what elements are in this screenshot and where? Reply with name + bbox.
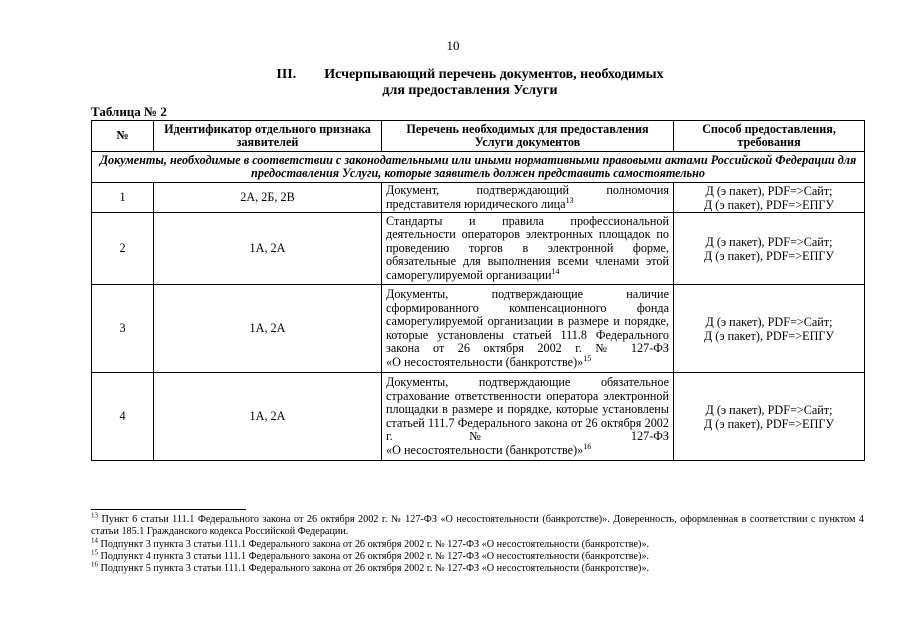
section-row [92,152,865,183]
row-method [674,183,865,213]
documents-table [91,120,865,461]
footnote-ref: 13 [565,195,574,205]
row-identifiers: 1А, 2А [154,213,382,285]
method-line-site: Д (э пакет), PDF=>Сайт; [705,402,833,417]
method-line-epgu: Д (э пакет), PDF=>ЕПГУ [703,328,835,343]
footnote-ref: 15 [583,353,592,363]
footnote [91,536,864,551]
header-identifier: Идентификатор отдельного признака заявителей [154,121,382,152]
table-caption: Таблица № 2 [91,104,167,119]
footnote-text: Подпункт 5 пункта 3 статьи 111.1 Федерального закона от 26 октября 2002 г. № 127-ФЗ «О несостоятельности (банкротстве)». [98,563,650,575]
page-number: 10 [446,38,460,53]
row-document-last-text: представителя юридического лица [386,196,566,211]
row-method [674,373,865,461]
row-method [674,213,865,285]
footnote-number: 14 [91,536,98,545]
row-num: 3 [92,285,154,373]
footnote [91,511,864,539]
footnote-number: 16 [91,560,98,569]
row-document [382,213,674,285]
header-method: Способ предоставления, требования [674,121,865,152]
row-document-last-line [386,195,669,212]
footnote [91,548,864,563]
section-heading [190,67,750,99]
header-documents: Перечень необходимых для предоставления Услуги документов [382,121,674,152]
footnote-text: Подпункт 3 пункта 3 статьи 111.1 Федерального закона от 26 октября 2002 г. № 127-ФЗ «О несостоятельности (банкротстве)». [98,538,650,550]
row-document-last-line [386,353,669,370]
method-line-site: Д (э пакет), PDF=>Сайт; [705,234,833,249]
footnote-number: 15 [91,548,98,557]
row-method [674,285,865,373]
heading-line-2: для предоставления Услуги [382,83,558,98]
table-row [92,285,865,373]
heading-line-1: Исчерпывающий перечень документов, необходимых [324,67,664,82]
table-header-row [92,121,865,152]
footnote-text: Пункт 6 статьи 111.1 Федерального закона от 26 октября 2002 г. № 127-ФЗ «О несостоятельности (банкротстве)». Доверенность, оформленная в соответствии с пунктом 4 статьи 185.1 Гражданского кодекса Российской Федерации. [91,514,864,538]
row-document-last-line [386,266,669,283]
row-num: 2 [92,213,154,285]
row-document [382,285,674,373]
table-row [92,213,865,285]
row-document-text: Документы, подтверждающие обязательное страхование ответственности оператора электронной площадки в размере и порядке, которые установлены статьей 111.7 Федерального закона от 26 октября 2002 г. № 127-ФЗ [386,375,669,443]
method-line-site: Д (э пакет), PDF=>Сайт; [705,314,833,329]
section-title: Документы, необходимые в соответствии с законодательными или иными нормативными правовыми актами Российской Федерации для предоставления Услуги, которые заявитель должен представить самостоятельно [92,152,865,183]
table-row [92,183,865,213]
footnote [91,560,864,575]
row-identifiers: 1А, 2А [154,373,382,461]
method-line-epgu: Д (э пакет), PDF=>ЕПГУ [703,197,835,212]
row-document-text: Документ, подтверждающий полномочия [386,183,669,197]
row-document [382,373,674,461]
method-line-site: Д (э пакет), PDF=>Сайт; [705,183,833,198]
row-document-text: Стандарты и правила профессиональной деятельности операторов электронных площадок по проведению торгов в электронной форме, обязательные для выполнения всеми членами этой [386,213,669,269]
row-identifiers: 2А, 2Б, 2В [154,183,382,213]
footnote-text: Подпункт 4 пункта 3 статьи 111.1 Федерального закона от 26 октября 2002 г. № 127-ФЗ «О несостоятельности (банкротстве)». [98,550,650,562]
footnotes [91,511,864,575]
row-document-last-text: «О несостоятельности (банкротстве)» [386,354,584,369]
header-num: № [92,121,154,152]
footnote-ref: 14 [551,266,560,276]
row-identifiers: 1А, 2А [154,285,382,373]
row-document-text: Документы, подтверждающие наличие сформированного компенсационного фонда саморегулируемой организации в размере и порядке, которые установлены статьей 111.8 Федерального закона от 26 октября 2002 г. № 127-ФЗ [386,287,669,355]
footnote-number: 13 [91,511,98,520]
row-document-last-line [386,441,669,458]
row-document-last-text: «О несостоятельности (банкротстве)» [386,442,584,457]
row-num: 4 [92,373,154,461]
method-line-epgu: Д (э пакет), PDF=>ЕПГУ [703,248,835,263]
table-row [92,373,865,461]
row-num: 1 [92,183,154,213]
method-line-epgu: Д (э пакет), PDF=>ЕПГУ [703,416,835,431]
row-document [382,183,674,213]
section-number: III. [276,67,297,82]
row-document-last-text: саморегулируемой организации [386,267,552,282]
footnote-separator [91,509,246,510]
footnote-ref: 16 [583,441,592,451]
